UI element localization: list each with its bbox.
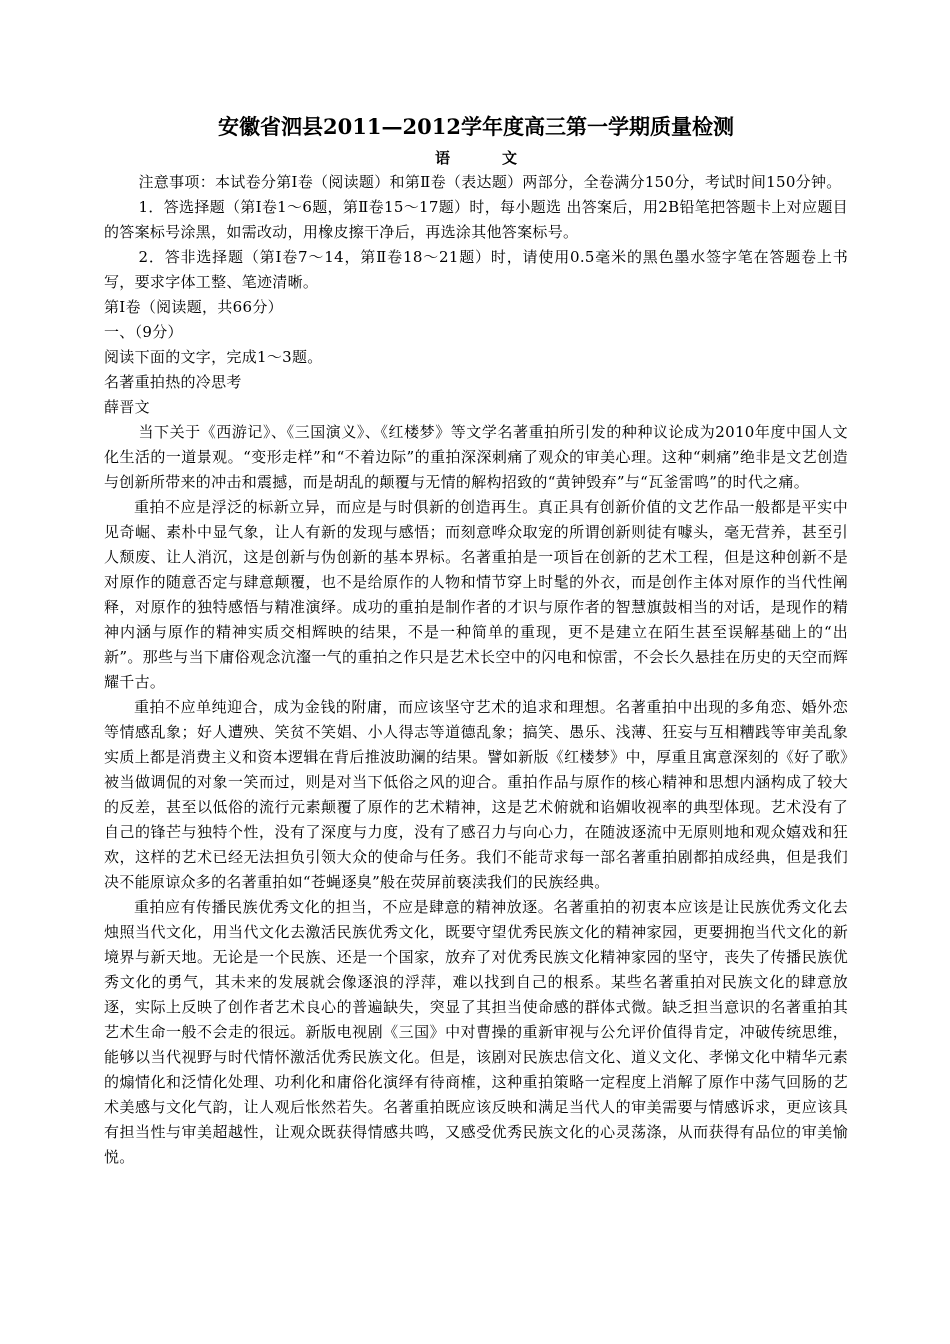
subject-heading <box>104 146 848 170</box>
notes-item-2: 2．答非选择题（第Ⅰ卷7～14，第Ⅱ卷18～21题）时，请使用0.5毫米的黑色墨水签字笔在答题卷上书写，要求字体工整、笔迹清晰。 <box>104 248 848 291</box>
part-heading: 第Ⅰ卷（阅读题，共66分） <box>104 298 283 316</box>
article-author: 薛晋文 <box>104 398 150 416</box>
article-paragraph-3: 重拍不应单纯迎合，成为金钱的附庸，而应该坚守艺术的追求和理想。名著重拍中出现的多角恋、婚外恋等情感乱象；好人遭殃、笑贫不笑娼、小人得志等道德乱象；搞笑、愚乐、浅薄、狂妄与互相糟践等审美乱象实质上都是消费主义和资本逻辑在背后推波助澜的结果。譬如新版《红楼梦》中，厚重且寓意深刻的《好了歌》被当做调侃的对象一笑而过，则是对当下低俗之风的迎合。重拍作品与原作的核心精神和思想内涵构成了较大的反差，甚至以低俗的流行元素颠覆了原作的艺术精神，这是艺术俯就和谄媚收视率的典型体现。艺术没有了自己的锋芒与独特个性，没有了深度与力度，没有了感召力与向心力，在随波逐流中无原则地和观众嬉戏和狂欢，这样的艺术已经无法担负引领大众的使命与任务。我们不能苛求每一部名著重拍剧都拍成经典，但是我们决不能原谅众多的名著重拍如“苍蝇逐臭”般在荧屏前亵渎我们的民族经典。 <box>104 698 848 891</box>
exam-title: 安徽省泗县2011—2012学年度高三第一学期质量检测 <box>218 114 734 139</box>
notes-item-1: 1．答选择题（第Ⅰ卷1～6题，第Ⅱ卷15～17题）时，每小题选 出答案后，用2B铅笔把答题卡上对应题目的答案标号涂黑，如需改动，用橡皮擦干净后，再选涂其他答案标号。 <box>104 198 848 241</box>
exam-page <box>104 112 848 1170</box>
article-paragraph-4: 重拍应有传播民族优秀文化的担当，不应是肆意的精神放逐。名著重拍的初衷本应该是让民族优秀文化去烛照当代文化，用当代文化去激活民族优秀文化，既要守望优秀民族文化的精神家园，更要拥抱当代文化的新境界与新天地。无论是一个民族、还是一个国家，放弃了对优秀民族文化精神家园的坚守，丧失了传播民族优秀文化的勇气，其未来的发展就会像逐浪的浮萍，难以找到自己的根系。某些名著重拍对民族文化的肆意放逐，实际上反映了创作者艺术良心的普遍缺失，突显了其担当使命感的群体式微。缺乏担当意识的名著重拍其艺术生命一般不会走的很远。新版电视剧《三国》中对曹操的重新审视与公允评价值得肯定，冲破传统思维，能够以当代视野与时代情怀激活优秀民族文化。但是，该剧对民族忠信文化、道义文化、孝悌文化中精华元素的煽情化和泛情化处理、功利化和庸俗化演绎有待商榷，这种重拍策略一定程度上消解了原作中荡气回肠的艺术美感与文化气韵，让人观后怅然若失。名著重拍既应该反映和满足当代人的审美需要与情感诉求，更应该具有担当性与审美超越性，让观众既获得情感共鸣，又感受优秀民族文化的心灵荡涤，从而获得有品位的审美愉悦。 <box>104 898 848 1166</box>
article-paragraph-1: 当下关于《西游记》、《三国演义》、《红楼梦》等文学名著重拍所引发的种种议论成为2010年度中国人文化生活的一道景观。“变形走样”和“不着边际”的重拍深深刺痛了观众的审美心理。这种“刺痛”绝非是文艺创造与创新所带来的冲击和震撼，而是胡乱的颠覆与无情的解构招致的“黄钟毁弃”与“瓦釜雷鸣”的时代之痛。 <box>104 423 848 491</box>
instruction-text: 阅读下面的文字，完成1～3题。 <box>104 348 323 366</box>
article-paragraph-2: 重拍不应是浮泛的标新立异，而应是与时俱新的创造再生。真正具有创新价值的文艺作品一般都是平实中见奇崛、素朴中显气象，让人有新的发现与感悟；而刻意哗众取宠的所谓创新则徒有噱头，毫无营养，甚至引人颓废、让人消沉，这是创新与伪创新的基本界标。名著重拍是一项旨在创新的艺术工程，但是这种创新不是对原作的随意否定与肆意颠覆，也不是给原作的人物和情节穿上时髦的外衣，而是创作主体对原作的当代性阐释，对原作的独特感悟与精准演绎。成功的重拍是制作者的才识与原作者的智慧旗鼓相当的对话，是现作的精神内涵与原作的精神实质交相辉映的结果，不是一种简单的重现，更不是建立在陌生甚至误解基础上的“出新”。那些与当下庸俗观念沆瀣一气的重拍之作只是艺术长空中的闪电和惊雷，不会长久悬挂在历史的天空而辉耀千古。 <box>104 498 848 691</box>
subject-char-1: 语 <box>434 149 450 167</box>
subject-char-2: 文 <box>502 149 518 167</box>
article-title: 名著重拍热的冷思考 <box>104 373 242 391</box>
notes-intro: 注意事项：本试卷分第Ⅰ卷（阅读题）和第Ⅱ卷（表达题）两部分，全卷满分150分，考试时间150分钟。 <box>138 173 842 191</box>
question-heading: 一、（9分） <box>104 323 183 341</box>
